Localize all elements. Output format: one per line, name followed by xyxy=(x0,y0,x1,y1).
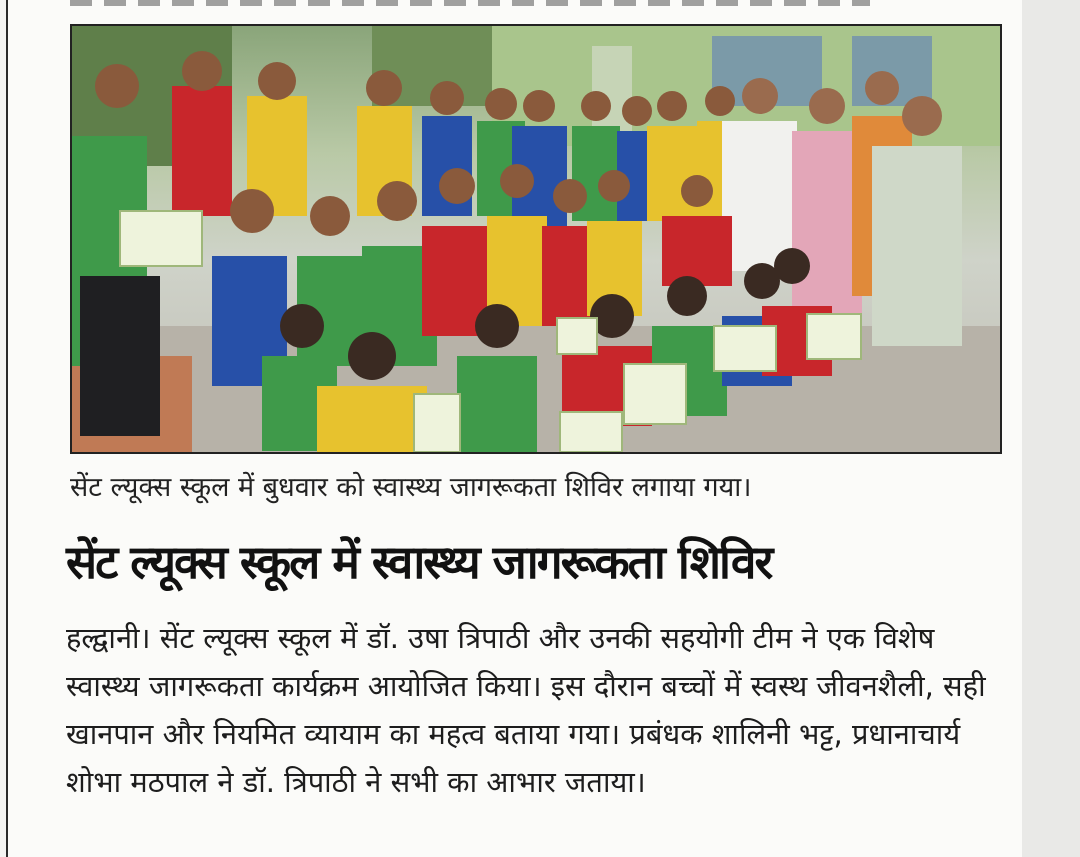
headline: सेंट ल्यूक्स स्कूल में स्वास्थ्य जागरूकता शिविर xyxy=(66,535,772,589)
cut-off-text-strip xyxy=(70,0,870,6)
group-photo-illustration xyxy=(72,26,1000,452)
page-margin xyxy=(1022,0,1080,857)
photo-caption: सेंट ल्यूक्स स्कूल में बुधवार को स्वास्थ्य जागरूकता शिविर लगाया गया। xyxy=(70,472,752,503)
group-photo xyxy=(70,24,1002,454)
article-body: हल्द्वानी। सेंट ल्यूक्स स्कूल में डॉ. उषा त्रिपाठी और उनकी सहयोगी टीम ने एक विशेष स्वास्थ्य जागरूकता कार्यक्रम आयोजित किया। इस दौरान बच्चों में स्वस्थ जीवनशैली, सही खानपान और नियमित व्यायाम का महत्व बताया गया। प्रबंधक शालिनी भट्ट, प्रधानाचार्य शोभा मठपाल ने डॉ. त्रिपाठी ने सभी का आभार जताया। xyxy=(66,621,986,799)
